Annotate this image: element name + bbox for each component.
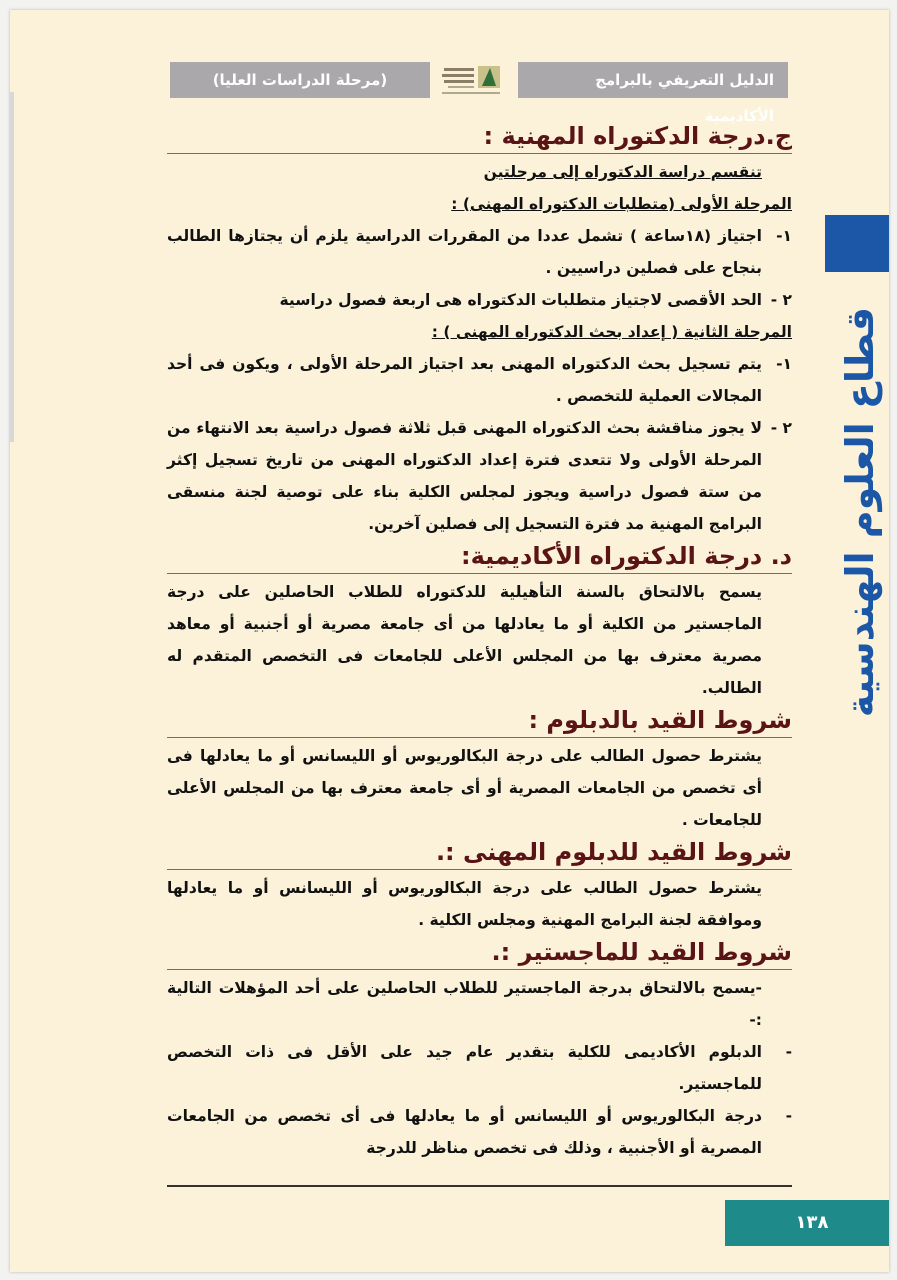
list-item-number: ١- xyxy=(776,227,792,245)
page-number: ١٣٨ xyxy=(725,1200,889,1246)
list-item-number: - xyxy=(785,1043,792,1061)
section xyxy=(167,836,792,936)
list-item xyxy=(167,1100,792,1164)
document-page xyxy=(10,10,889,1272)
paragraph: يسمح بالالتحاق بالسنة التأهيلية للدكتوراه للطلاب الحاصلين على درجة الماجستير من الكلية أو ما يعادلها من أى جامعة مصرية أو أجنبية أو معاهد مصرية معترف بها من المجلس الأعلى للجامعات فى التخصص المتقدم له الطالب. xyxy=(167,583,762,697)
paragraph: المرحلة الثانية ( إعداد بحث الدكتوراه المهنى ) : xyxy=(431,323,792,341)
section xyxy=(167,936,792,1164)
page-edge-tab xyxy=(10,92,14,442)
section-title: شروط القيد بالدبلوم : xyxy=(167,704,792,738)
main-content xyxy=(167,120,792,1164)
list-item-text: الحد الأقصى لاجتياز متطلبات الدكتوراه هى اربعة فصول دراسية xyxy=(279,291,762,309)
paragraph: يشترط حصول الطالب على درجة البكالوريوس أو الليسانس أو ما يعادلها فى أى تخصص من الجامعات المصرية أو أى جامعة معترف بها من المجلس الأعلى للجامعات . xyxy=(167,747,762,829)
list-item xyxy=(167,348,792,412)
list-item xyxy=(167,412,792,540)
bottom-divider xyxy=(167,1185,792,1187)
list-item-text: اجتياز (١٨ساعة ) تشمل عددا من المقررات الدراسية يلزم أن يجتازها الطالب بنجاح على فصلين دراسيين . xyxy=(167,227,762,277)
list-item-number: - xyxy=(785,1107,792,1125)
list-item-number: ١- xyxy=(776,355,792,373)
side-accent-bar xyxy=(825,215,889,272)
section xyxy=(167,540,792,704)
list-item-text: لا يجوز مناقشة بحث الدكتوراه المهنى قبل ثلاثة فصول دراسية بعد الانتهاء من المرحلة الأولى ولا تتعدى فترة إعداد الدكتوراه المهنى من تاريخ تسجيل إكثر من ستة فصول دراسية ويجوز لمجلس الكلية بناء على توصية لجنة منسقى البرامج المهنية مد فترة التسجيل إلى فصلين آخرين. xyxy=(167,419,762,533)
list-item-text: درجة البكالوريوس أو الليسانس أو ما يعادلها فى أى تخصص من الجامعات المصرية أو الأجنبية ، وذلك فى تخصص مناظر للدرجة xyxy=(167,1107,762,1157)
side-section-label: قطاع العلوم الهندسية xyxy=(838,307,882,718)
header-stage-label: (مرحلة الدراسات العليا) xyxy=(170,62,430,98)
list-item-text: الدبلوم الأكاديمى للكلية بتقدير عام جيد على الأقل فى ذات التخصص للماجستير. xyxy=(167,1043,762,1093)
header-guide-title: الدليل التعريفي بالبرامج الأكاديمية xyxy=(518,62,788,98)
section xyxy=(167,704,792,836)
section-title: ج.درجة الدكتوراه المهنية : xyxy=(167,120,792,154)
section-title: شروط القيد للماجستير :. xyxy=(167,936,792,970)
list-item xyxy=(167,1036,792,1100)
university-logo-icon xyxy=(438,60,506,100)
list-item-number: ٢ - xyxy=(770,291,792,309)
section xyxy=(167,120,792,540)
paragraph: يشترط حصول الطالب على درجة البكالوريوس أو الليسانس أو ما يعادلها وموافقة لجنة البرامج المهنية ومجلس الكلية . xyxy=(167,879,762,929)
list-item-text: يتم تسجيل بحث الدكتوراه المهنى بعد اجتياز المرحلة الأولى ، ويكون فى أحد المجالات العملية للتخصص . xyxy=(167,355,762,405)
section-title: شروط القيد للدبلوم المهنى :. xyxy=(167,836,792,870)
list-item xyxy=(167,284,792,316)
paragraph: -يسمح بالالتحاق بدرجة الماجستير للطلاب الحاصلين على أحد المؤهلات التالية :- xyxy=(167,979,762,1029)
section-title: د. درجة الدكتوراه الأكاديمية: xyxy=(167,540,792,574)
paragraph: المرحلة الأولى (متطلبات الدكتوراه المهنى) : xyxy=(451,195,792,213)
list-item-number: ٢ - xyxy=(770,419,792,437)
list-item xyxy=(167,220,792,284)
paragraph: تنقسم دراسة الدكتوراه إلى مرحلتين xyxy=(483,163,762,181)
